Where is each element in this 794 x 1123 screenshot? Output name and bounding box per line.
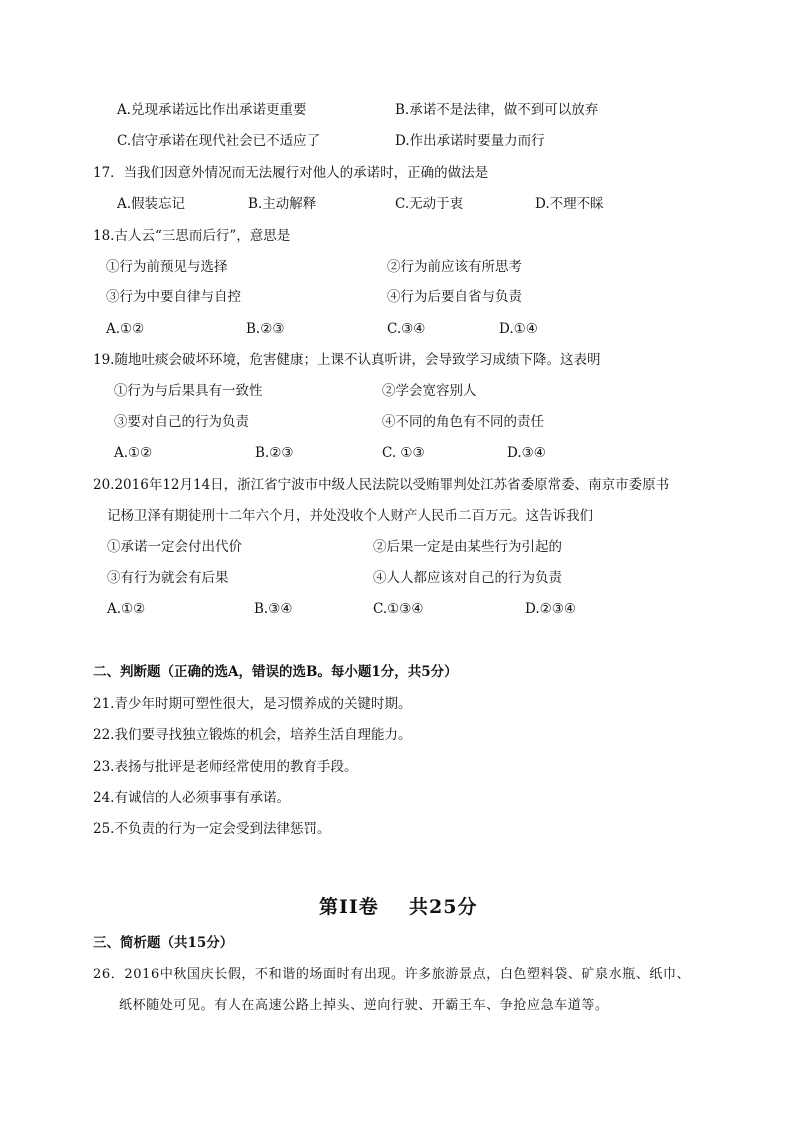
q20-option-d: D.②③④	[525, 601, 576, 617]
q18-option-b: B.②③	[246, 321, 285, 337]
q20-option-c: C.①③④	[373, 601, 424, 617]
section3-title: 三、简析题（共15分）	[93, 935, 234, 951]
q17-stem: 17．当我们因意外情况而无法履行对他人的承诺时，正确的做法是	[93, 165, 489, 181]
q16-option-c: C.信守承诺在现代社会已不适应了	[117, 133, 321, 149]
q20-statement-1: ①承诺一定会付出代价	[107, 539, 242, 555]
q16-option-a: A.兑现承诺远比作出承诺更重要	[117, 102, 307, 118]
q18-statement-3: ③行为中要自律与自控	[106, 289, 241, 305]
q20-statement-4: ④人人都应该对自己的行为负责	[373, 570, 562, 586]
q18-statement-1: ①行为前预见与选择	[106, 259, 228, 275]
part2-score: 共25分	[409, 896, 478, 918]
part2-title: 第II卷	[319, 896, 379, 918]
q18-statement-2: ②行为前应该有所思考	[387, 259, 522, 275]
q18-stem: 18.古人云“三思而后行”，意思是	[93, 228, 291, 244]
q19-statement-4: ④不同的角色有不同的责任	[382, 414, 544, 430]
q20-statement-2: ②后果一定是由某些行为引起的	[373, 539, 562, 555]
q17-option-c: C.无动于衷	[395, 196, 464, 212]
q20-option-a: A.①②	[107, 601, 146, 617]
q19-option-a: A.①②	[114, 445, 153, 461]
q20-statement-3: ③有行为就会有后果	[107, 570, 229, 586]
q17-option-b: B.主动解释	[248, 196, 317, 212]
q18-statement-4: ④行为后要自省与负责	[387, 289, 522, 305]
q17-option-d: D.不理不睬	[535, 196, 604, 212]
q26-text-line1: 26．2016中秋国庆长假，不和谐的场面时有出现。许多旅游景点，白色塑料袋、矿泉水瓶、纸巾、	[93, 967, 691, 982]
q17-option-a: A.假装忘记	[117, 196, 186, 212]
q16-option-d: D.作出承诺时要量力而行	[395, 133, 545, 149]
q18-option-a: A.①②	[106, 321, 145, 337]
q19-option-d: D.③④	[507, 445, 546, 461]
q24-statement: 24.有诚信的人必须事事有承诺。	[93, 790, 290, 806]
q19-statement-1: ①行为与后果具有一致性	[114, 383, 263, 399]
q19-statement-2: ②学会宽容别人	[382, 383, 477, 399]
q20-stem-line2: 记杨卫泽有期徒刑十二年六个月，并处没收个人财产人民币二百万元。这告诉我们	[107, 508, 593, 524]
q25-statement: 25.不负责的行为一定会受到法律惩罚。	[93, 821, 331, 837]
q19-option-c: C. ①③	[382, 445, 425, 461]
q20-stem-line1: 20.2016年12月14日，浙江省宁波市中级人民法院以受贿罪判处江苏省委原常委、南京市委原书	[93, 477, 670, 493]
q26-text-line2: 纸杯随处可见。有人在高速公路上掉头、逆向行驶、开霸王车、争抢应急车道等。	[119, 998, 609, 1013]
q18-option-d: D.①④	[499, 321, 538, 337]
q23-statement: 23.表扬与批评是老师经常使用的教育手段。	[93, 759, 358, 775]
q20-option-b: B.③④	[254, 601, 293, 617]
q22-statement: 22.我们要寻找独立锻炼的机会，培养生活自理能力。	[93, 727, 412, 743]
q21-statement: 21.青少年时期可塑性很大，是习惯养成的关键时期。	[93, 696, 412, 712]
q19-stem: 19.随地吐痰会破坏环境，危害健康；上课不认真听讲，会导致学习成绩下降。这表明	[93, 352, 601, 368]
section2-title: 二、判断题（正确的选A，错误的选B。每小题1分，共5分）	[93, 664, 458, 680]
q19-option-b: B.②③	[255, 445, 294, 461]
q18-option-c: C.③④	[387, 321, 426, 337]
q16-option-b: B.承诺不是法律，做不到可以放弃	[395, 102, 599, 118]
q19-statement-3: ③要对自己的行为负责	[114, 414, 249, 430]
